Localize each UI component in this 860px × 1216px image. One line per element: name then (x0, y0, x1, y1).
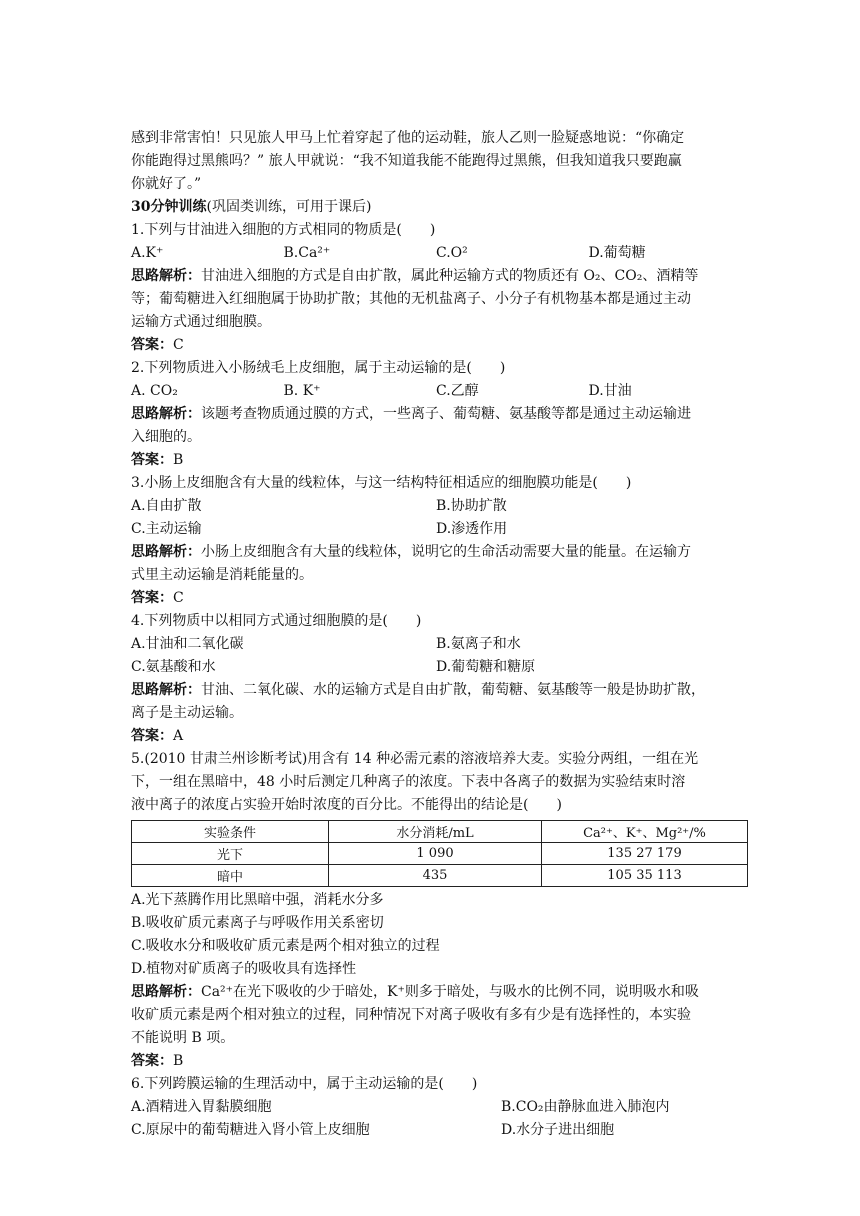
experiment-table (131, 820, 748, 887)
analysis-line: 离子是主动运输。 (131, 705, 243, 721)
question-stem: 液中离子的浓度占实验开始时浓度的百分比。不能得出的结论是( ) (131, 797, 562, 813)
section-title: 30分钟训练 (131, 199, 207, 215)
option-a: A.K⁺ (131, 245, 164, 261)
option-b: B.CO₂由静脉血进入肺泡内 (501, 1099, 670, 1115)
option-b: B. K⁺ (283, 383, 321, 399)
question-options (131, 380, 741, 403)
table-header: Ca²⁺、K⁺、Mg²⁺/% (542, 821, 748, 843)
intro-line: 感到非常害怕！只见旅人甲马上忙着穿起了他的运动鞋，旅人乙则一脸疑惑地说：“你确定 (131, 130, 685, 146)
analysis-text: 该题考查物质通过膜的方式，一些离子、葡萄糖、氨基酸等都是通过主动运输进 (201, 406, 691, 422)
analysis-label: 思路解析： (131, 984, 201, 1000)
answer-value: A (173, 728, 184, 744)
answer-label: 答案： (131, 1053, 173, 1069)
option-d: D.葡萄糖和糖原 (436, 659, 536, 675)
table-header-row (132, 821, 748, 843)
option-c: C.乙醇 (436, 383, 479, 399)
question-options (131, 633, 741, 656)
option-d: D.水分子进出细胞 (501, 1122, 615, 1138)
analysis-line (131, 541, 741, 564)
intro-line: 你就好了。” (131, 176, 202, 192)
section-heading (131, 196, 741, 219)
option-b: B.协助扩散 (436, 498, 507, 514)
analysis-text: 小肠上皮细胞含有大量的线粒体，说明它的生命活动需要大量的能量。在运输方 (201, 544, 691, 560)
analysis-line (131, 981, 741, 1004)
question-stem: 4.下列物质中以相同方式通过细胞膜的是( ) (131, 613, 422, 629)
analysis-line: 式里主动运输是消耗能量的。 (131, 567, 313, 583)
answer-value: C (173, 337, 184, 353)
question-stem: 2.下列物质进入小肠绒毛上皮细胞，属于主动运输的是( ) (131, 360, 506, 376)
table-cell: 1 090 (329, 843, 542, 865)
question-stem: 1.下列与甘油进入细胞的方式相同的物质是( ) (131, 222, 436, 238)
analysis-line: 等；葡萄糖进入红细胞属于协助扩散；其他的无机盐离子、小分子有机物基本都是通过主动 (131, 291, 691, 307)
table-cell: 暗中 (132, 865, 329, 887)
answer-label: 答案： (131, 728, 173, 744)
analysis-label: 思路解析： (131, 682, 201, 698)
answer-value: C (173, 590, 184, 606)
answer-line (131, 725, 741, 748)
option-d: D.葡萄糖 (588, 245, 646, 261)
analysis-text: 甘油、二氧化碳、水的运输方式是自由扩散，葡萄糖、氨基酸等一般是协助扩散， (201, 682, 705, 698)
analysis-label: 思路解析： (131, 544, 201, 560)
option-b: B.Ca²⁺ (283, 245, 331, 261)
option-a: A.酒精进入胃黏膜细胞 (131, 1099, 272, 1115)
option-a: A.甘油和二氧化碳 (131, 636, 244, 652)
answer-line (131, 1050, 741, 1073)
option-b: B.吸收矿质元素离子与呼吸作用关系密切 (131, 915, 384, 931)
answer-value: B (173, 452, 184, 468)
answer-value: B (173, 1053, 184, 1069)
question-stem: 5.(2010 甘肃兰州诊断考试)用含有 14 种必需元素的溶液培养大麦。实验分两组，一组在光 (131, 751, 699, 767)
table-cell: 435 (329, 865, 542, 887)
table-header: 实验条件 (132, 821, 329, 843)
question-options (131, 495, 741, 518)
option-d: D.植物对矿质离子的吸收具有选择性 (131, 961, 357, 977)
answer-label: 答案： (131, 337, 173, 353)
page-content (131, 127, 741, 1142)
option-c: C.O² (436, 245, 468, 261)
table-cell: 105 35 113 (542, 865, 748, 887)
analysis-label: 思路解析： (131, 406, 201, 422)
table-row (132, 843, 748, 865)
question-options (131, 518, 741, 541)
analysis-line: 运输方式通过细胞膜。 (131, 314, 271, 330)
answer-line (131, 587, 741, 610)
analysis-line: 收矿质元素是两个相对独立的过程，同种情况下对离子吸收有多有少是有选择性的，本实验 (131, 1007, 691, 1023)
option-c: C.吸收水分和吸收矿质元素是两个相对独立的过程 (131, 938, 440, 954)
table-cell: 135 27 179 (542, 843, 748, 865)
analysis-text: Ca²⁺在光下吸收的少于暗处，K⁺则多于暗处，与吸水的比例不同，说明吸水和吸 (201, 984, 699, 1000)
answer-label: 答案： (131, 452, 173, 468)
analysis-line: 不能说明 B 项。 (131, 1030, 235, 1046)
option-a: A.光下蒸腾作用比黑暗中强，消耗水分多 (131, 892, 384, 908)
section-subtitle: (巩固类训练，可用于课后) (206, 199, 372, 215)
analysis-line (131, 403, 741, 426)
question-stem: 6.下列跨膜运输的生理活动中，属于主动运输的是( ) (131, 1076, 478, 1092)
question-options (131, 1096, 741, 1119)
question-options (131, 242, 741, 265)
option-c: C.氨基酸和水 (131, 659, 216, 675)
analysis-label: 思路解析： (131, 268, 201, 284)
answer-line (131, 449, 741, 472)
option-a: A. CO₂ (131, 383, 178, 399)
answer-label: 答案： (131, 590, 173, 606)
question-stem: 3.小肠上皮细胞含有大量的线粒体，与这一结构特征相适应的细胞膜功能是( ) (131, 475, 632, 491)
option-c: C.主动运输 (131, 521, 202, 537)
analysis-text: 甘油进入细胞的方式是自由扩散，属此种运输方式的物质还有 O₂、CO₂、酒精等 (201, 268, 699, 284)
table-cell: 光下 (132, 843, 329, 865)
option-b: B.氨离子和水 (436, 636, 521, 652)
analysis-line (131, 679, 741, 702)
question-stem: 下，一组在黑暗中，48 小时后测定几种离子的浓度。下表中各离子的数据为实验结束时溶 (131, 774, 686, 790)
analysis-line (131, 265, 741, 288)
analysis-line: 入细胞的。 (131, 429, 201, 445)
option-a: A.自由扩散 (131, 498, 202, 514)
question-options (131, 1119, 741, 1142)
option-c: C.原尿中的葡萄糖进入肾小管上皮细胞 (131, 1122, 370, 1138)
option-d: D.渗透作用 (436, 521, 508, 537)
answer-line (131, 334, 741, 357)
table-header: 水分消耗/mL (329, 821, 542, 843)
intro-line: 你能跑得过黑熊吗？” 旅人甲就说：“我不知道我能不能跑得过黑熊，但我知道我只要跑赢 (131, 153, 682, 169)
table-row (132, 865, 748, 887)
question-options (131, 656, 741, 679)
option-d: D.甘油 (588, 383, 632, 399)
